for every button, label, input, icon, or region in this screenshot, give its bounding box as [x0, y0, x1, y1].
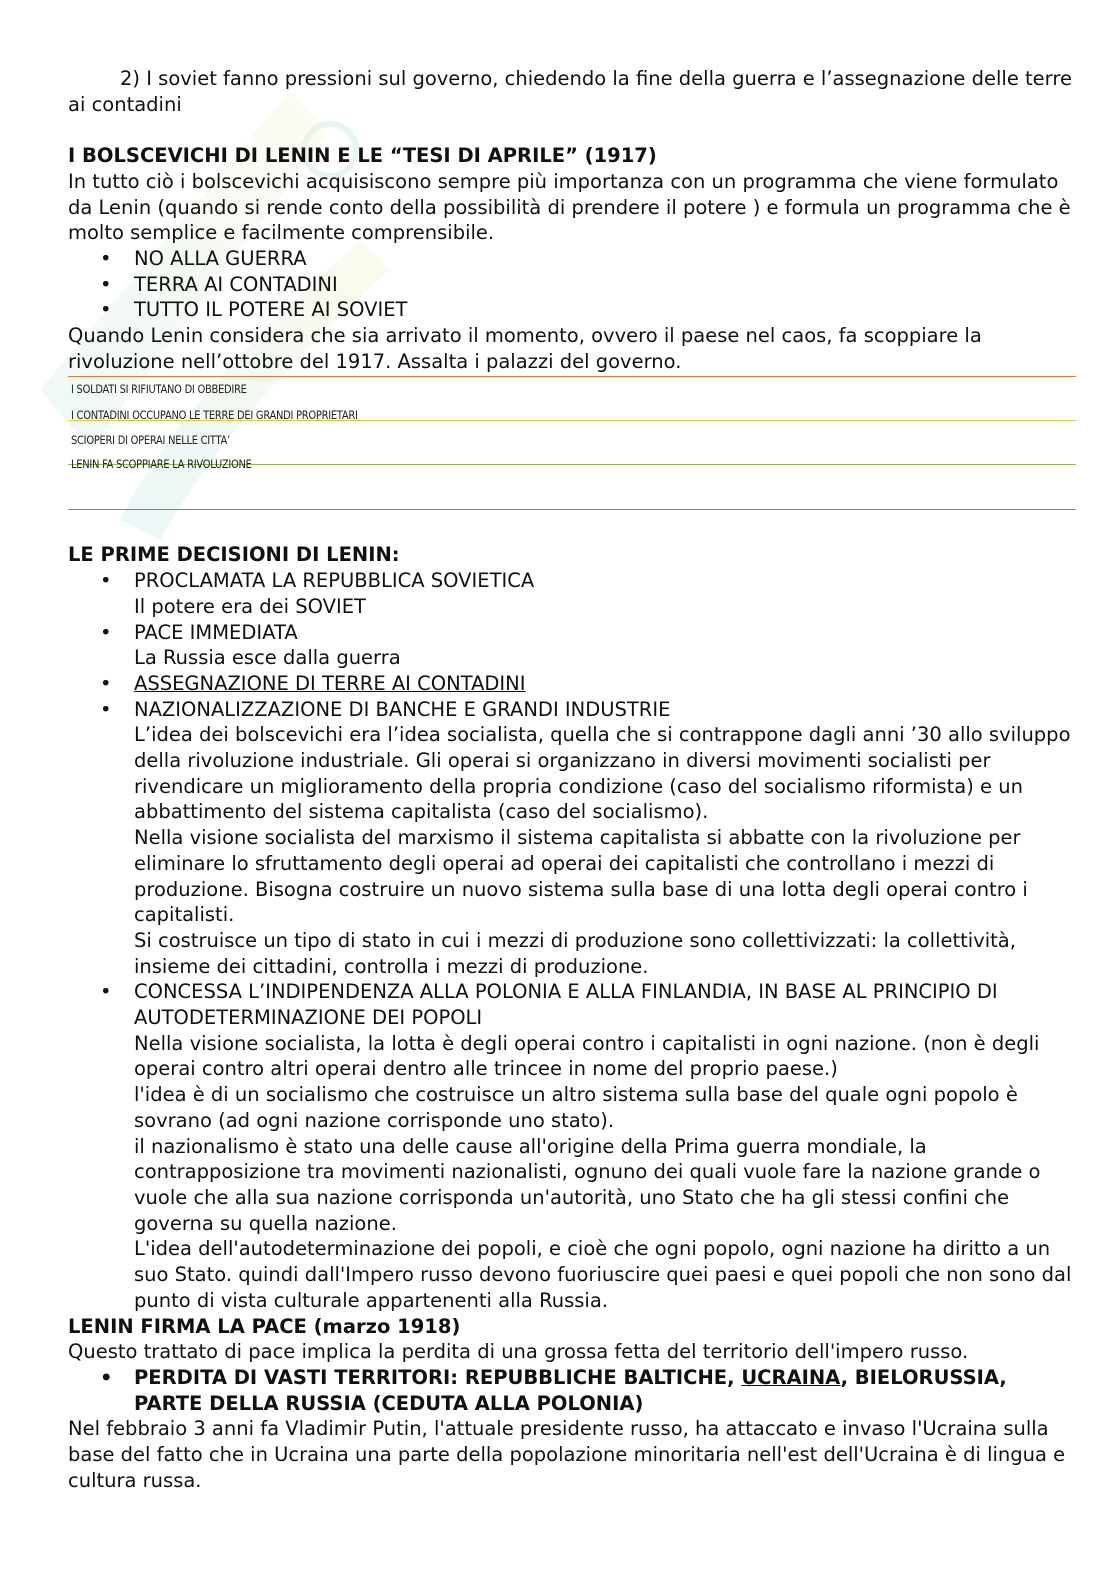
list-item	[68, 568, 1078, 619]
diagram-line-1	[68, 376, 1076, 377]
tesi-bullet-list	[68, 246, 1078, 323]
diagram-label-3: SCIOPERI DI OPERAI NELLE CITTA’	[71, 433, 230, 448]
decision-title: • PACE IMMEDIATA	[134, 620, 298, 644]
decisions-bullet-list	[68, 568, 1078, 1313]
territories-text-2: , BIELORUSSIA, PARTE DELLA RUSSIA (CEDUTA ALLA POLONIA)	[134, 1365, 1007, 1415]
section-heading-prime-decisioni: LE PRIME DECISIONI DI LENIN:	[68, 543, 400, 567]
list-item	[68, 671, 1078, 697]
decision-text: il nazionalismo è stato una delle cause all'origine della Prima guerra mondiale, la contrapposizione tra movimenti nazionalisti, ognuno dei quali vuole fare la nazione grande o vuole che alla sua nazione corrisponda un'autorità, uno Stato che ha gli stessi confini che governa su quella nazione.	[134, 1134, 1041, 1235]
decision-text: Nella visione socialista del marxismo il sistema capitalista si abbatte con la rivoluzione per eliminare lo sfruttamento degli operai ad operai dei capitalisti che controllano i mezzi di produzione. Bisogna costruire un nuovo sistema sulla base di una lotta degli operai contro i capitalisti.	[134, 826, 1028, 927]
list-item: • TUTTO IL POTERE AI SOVIET	[68, 297, 1078, 323]
decision-text: Il potere era dei SOVIET	[134, 594, 366, 618]
list-item: • TERRA AI CONTADINI	[68, 272, 1078, 298]
decision-text: L’idea dei bolscevichi era l’idea socialista, quella che si contrappone dagli anni ’30 allo sviluppo della rivoluzione industriale. Gli operai si organizzano in diversi movimenti socialisti per rivendicare un miglioramento della propria condizione (caso del socialismo riformista) e un abbattimento del sistema capitalista (caso del socialismo).	[134, 723, 1071, 824]
decision-text: Si costruisce un tipo di stato in cui i mezzi di produzione sono collettivizzati: la collettività, insieme dei cittadini, controlla i mezzi di produzione.	[134, 928, 1016, 978]
list-item	[68, 697, 1078, 980]
paragraph-rivoluzione: Quando Lenin considera che sia arrivato il momento, ovvero il paese nel caos, fa scoppiare la rivoluzione nell’ottobre del 1917. Assalta i palazzi del governo.	[68, 324, 982, 373]
revolution-causes-diagram	[68, 376, 1078, 528]
list-item: • NO ALLA GUERRA	[68, 246, 1078, 272]
territories-bullet-list	[68, 1365, 1078, 1416]
diagram-label-2: I CONTADINI OCCUPANO LE TERRE DEI GRANDI PROPRIETARI	[71, 408, 358, 423]
list-item	[68, 979, 1078, 1313]
section-heading-tesi-aprile: I BOLSCEVICHI DI LENIN E LE “TESI DI APRILE” (1917)	[68, 144, 657, 168]
document-page	[68, 66, 1078, 1493]
decision-text: l'idea è di un socialismo che costruisce un altro sistema sulla base del quale ogni popolo è sovrano (ad ogni nazione corrisponde uno stato).	[134, 1083, 1018, 1132]
territories-ucraina: UCRAINA	[741, 1365, 841, 1389]
territories-text-1: PERDITA DI VASTI TERRITORI: REPUBBLICHE BALTICHE,	[134, 1365, 742, 1389]
list-item	[68, 1365, 1078, 1416]
intro-paragraph: 2) I soviet fanno pressioni sul governo, chiedendo la fine della guerra e l’assegnazione delle terre ai contadini	[68, 67, 1072, 116]
decision-title: • PROCLAMATA LA REPUBBLICA SOVIETICA	[134, 569, 535, 593]
diagram-label-4: LENIN FA SCOPPIARE LA RIVOLUZIONE	[71, 457, 252, 472]
decision-title: • ASSEGNAZIONE DI TERRE AI CONTADINI	[134, 671, 526, 695]
diagram-label-1: I SOLDATI SI RIFIUTANO DI OBBEDIRE	[71, 382, 247, 397]
diagram-line-4	[68, 509, 1076, 510]
paragraph-bolscevichi: In tutto ciò i bolscevichi acquisiscono sempre più importanza con un programma che viene formulato da Lenin (quando si rende conto della possibilità di prendere il potere ) e formula un programma che è molto semplice e facilmente comprensibile.	[68, 169, 1071, 245]
decision-text: L'idea dell'autodeterminazione dei popoli, e cioè che ogni popolo, ogni nazione ha diritto a un suo Stato. quindi dall'Impero russo devono fuoriuscire quei paesi e quei popoli che non sono dal punto di vista culturale appartenenti alla Russia.	[134, 1237, 1072, 1312]
decision-text: Nella visione socialista, la lotta è degli operai contro i capitalisti in ogni nazione. (non è degli operai contro altri operai dentro alle trincee in nome del proprio paese.)	[134, 1031, 1040, 1081]
list-item	[68, 620, 1078, 671]
decision-text: La Russia esce dalla guerra	[134, 646, 401, 670]
decision-title: • NAZIONALIZZAZIONE DI BANCHE E GRANDI INDUSTRIE	[134, 697, 671, 721]
paragraph-trattato: Questo trattato di pace implica la perdita di una grossa fetta del territorio dell'impero russo.	[68, 1340, 969, 1364]
paragraph-putin: Nel febbraio 3 anni fa Vladimir Putin, l'attuale presidente russo, ha attaccato e invaso l'Ucraina sulla base del fatto che in Ucraina una parte della popolazione minoritaria nell'est dell'Ucraina è di lingua e cultura russa.	[68, 1417, 1066, 1492]
section-heading-pace: LENIN FIRMA LA PACE (marzo 1918)	[68, 1314, 461, 1338]
decision-title: • CONCESSA L’INDIPENDENZA ALLA POLONIA E ALLA FINLANDIA, IN BASE AL PRINCIPIO DI AUTODETERMINAZIONE DEI POPOLI	[134, 980, 998, 1030]
